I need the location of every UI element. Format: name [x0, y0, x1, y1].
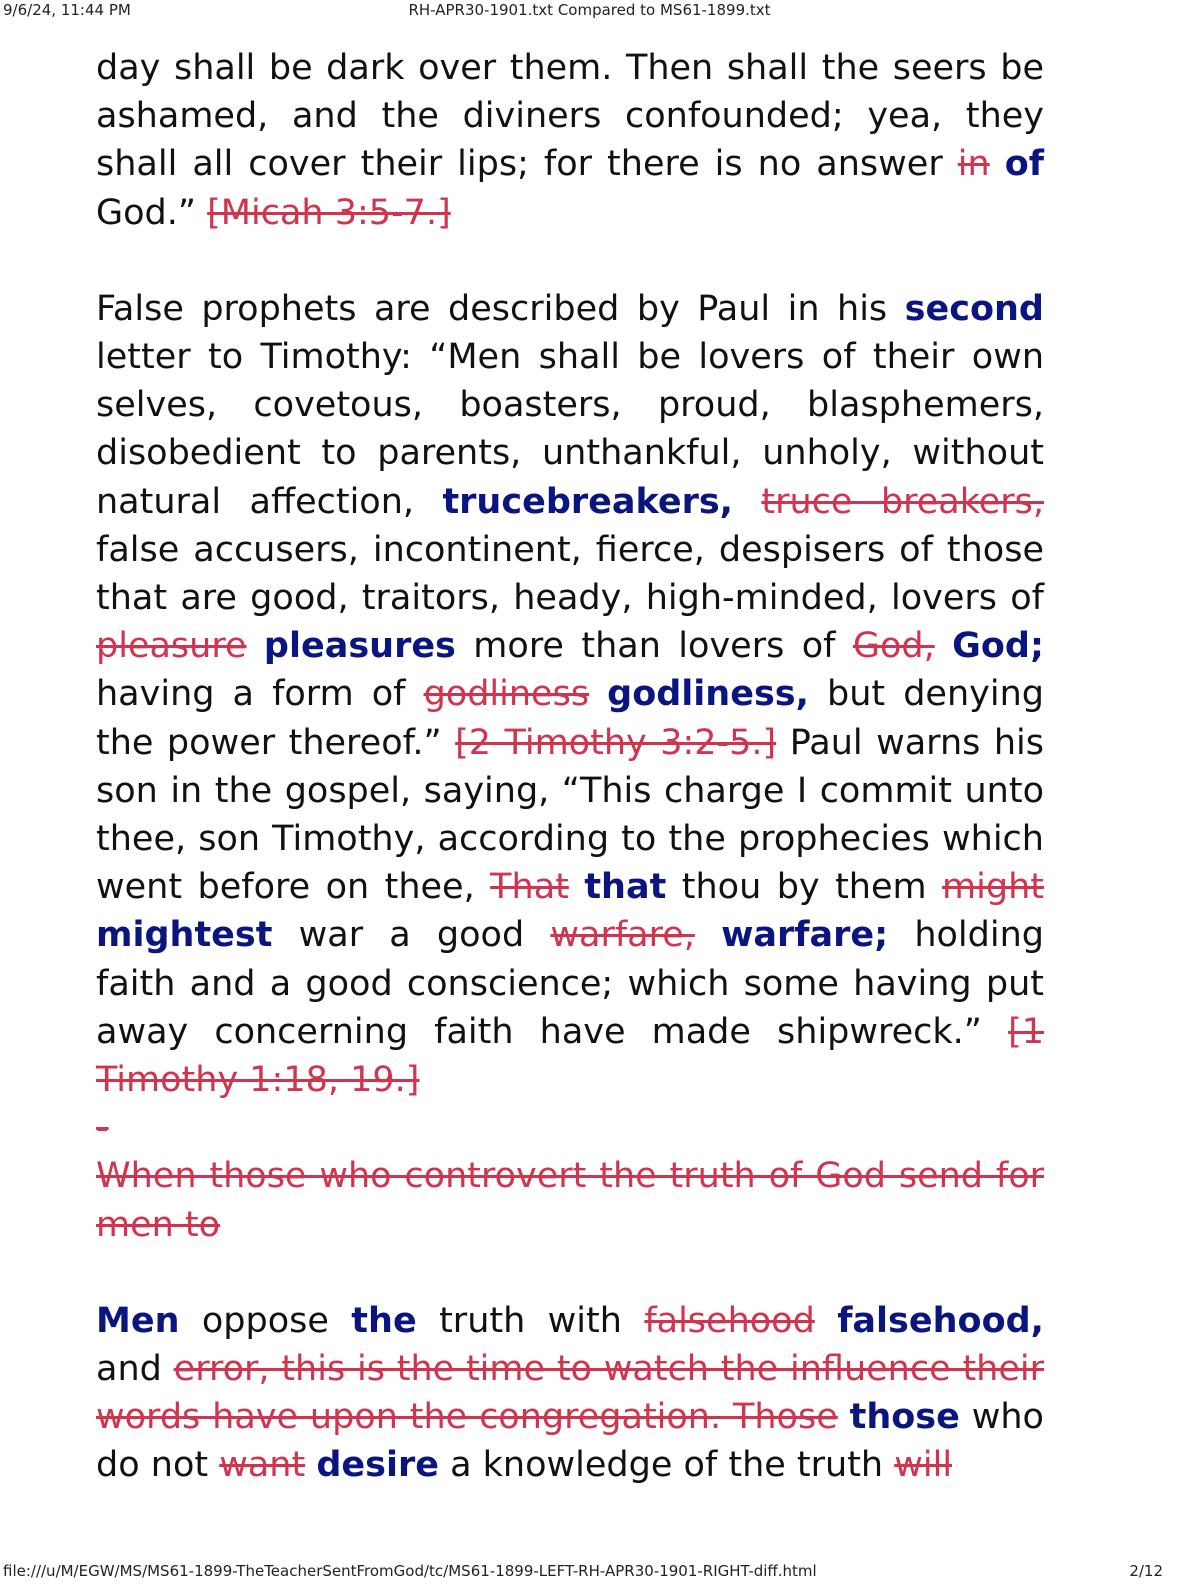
- unchanged-text: [935, 626, 952, 666]
- deleted-text: might: [942, 867, 1044, 908]
- unchanged-text: [247, 626, 264, 666]
- deleted-text: will: [894, 1445, 953, 1486]
- page-number: 2/12: [1129, 1562, 1163, 1580]
- deleted-text: error, this is the time to watch the influence their words have upon the congregation. Those: [96, 1349, 1044, 1438]
- unchanged-text: holding faith and a good conscience; which some having put away concerning faith have made shipwreck.”: [96, 915, 1044, 1052]
- inserted-text: warfare;: [721, 915, 889, 956]
- unchanged-text: but denying the power thereof.”: [96, 674, 1044, 763]
- deleted-text: truce breakers,: [761, 481, 1044, 522]
- unchanged-text: a knowledge of the truth: [438, 1445, 895, 1486]
- unchanged-text: Paul warns his son in the gospel, saying, “This charge I commit unto thee, son Timothy, according to the prophecies which went before on thee,: [96, 722, 1044, 908]
- unchanged-text: God.”: [96, 192, 208, 233]
- deleted-text: want: [219, 1445, 306, 1486]
- unchanged-text: [589, 674, 607, 714]
- inserted-text: those: [849, 1397, 960, 1438]
- unchanged-text: false accusers, incontinent, fierce, despisers of those that are good, traitors, heady, high-minded, lovers of: [96, 529, 1044, 619]
- deleted-text: [Micah 3:5-7.]: [207, 192, 451, 233]
- inserted-text: second: [904, 288, 1044, 329]
- inserted-text: pleasures: [263, 626, 456, 667]
- deleted-text: warfare,: [550, 915, 695, 956]
- unchanged-text: [838, 1397, 850, 1437]
- unchanged-text: who do not: [96, 1397, 1044, 1486]
- inserted-text: Men: [96, 1300, 180, 1341]
- unchanged-text: [569, 867, 584, 907]
- inserted-text: of: [1004, 144, 1044, 185]
- unchanged-text: truth with: [416, 1300, 645, 1341]
- inserted-text: the: [351, 1300, 417, 1341]
- deleted-text: When those who controvert the truth of God send for men to: [96, 1156, 1044, 1245]
- deleted-text: That: [490, 867, 569, 908]
- diff-paragraph: [96, 285, 1044, 1104]
- diff-content: [96, 44, 1044, 1490]
- print-header: [0, 0, 1179, 22]
- unchanged-text: [305, 1445, 316, 1485]
- deleted-text: in: [957, 144, 990, 185]
- unchanged-text: and: [96, 1349, 174, 1390]
- diff-paragraph: [96, 1297, 1044, 1490]
- unchanged-text: letter to Timothy: “Men shall be lovers of their own selves, covetous, boasters, proud, blasphemers, disobedient to parents, unthankful, unholy, without natural affection,: [96, 337, 1044, 522]
- inserted-text: falsehood,: [837, 1300, 1044, 1341]
- inserted-text: trucebreakers,: [442, 481, 733, 522]
- deleted-text: godliness: [423, 674, 590, 715]
- unchanged-text: war a good: [272, 915, 551, 956]
- unchanged-text: [815, 1301, 837, 1341]
- inserted-text: desire: [316, 1445, 439, 1486]
- unchanged-text: having a form of: [96, 674, 424, 715]
- unchanged-text: thou by them: [666, 867, 943, 908]
- deleted-text: God,: [852, 626, 935, 667]
- inserted-text: God;: [952, 626, 1044, 667]
- unchanged-text: [733, 482, 761, 522]
- deleted-text: -: [96, 1108, 109, 1149]
- unchanged-text: day shall be dark over them. Then shall the seers be ashamed, and the diviners confounded; yea, they shall all cover their lips; for there is no answer: [96, 48, 1044, 185]
- print-datetime: 9/6/24, 11:44 PM: [3, 1, 131, 19]
- inserted-text: godliness,: [607, 674, 809, 715]
- unchanged-text: more than lovers of: [455, 626, 853, 667]
- deleted-text: falsehood: [644, 1300, 815, 1341]
- inserted-text: mightest: [96, 915, 273, 956]
- print-footer: [0, 1562, 1179, 1584]
- document-title: RH-APR30-1901.txt Compared to MS61-1899.txt: [408, 1, 771, 19]
- deleted-text: pleasure: [96, 626, 247, 667]
- unchanged-text: False prophets are described by Paul in his: [96, 288, 905, 329]
- diff-paragraph: [96, 1152, 1044, 1248]
- unchanged-text: [990, 144, 1005, 184]
- diff-paragraph: [96, 44, 1044, 237]
- file-url: file:///u/M/EGW/MS/MS61-1899-TheTeacherSentFromGod/tc/MS61-1899-LEFT-RH-APR30-1901-RIGHT-diff.html: [3, 1562, 817, 1580]
- unchanged-text: [695, 915, 721, 955]
- diff-paragraph: [96, 1104, 1044, 1152]
- inserted-text: that: [584, 867, 667, 908]
- deleted-text: [1 Timothy 1:18, 19.]: [96, 1011, 1044, 1101]
- unchanged-text: oppose: [179, 1300, 352, 1341]
- deleted-text: [2 Timothy 3:2-5.]: [455, 722, 777, 763]
